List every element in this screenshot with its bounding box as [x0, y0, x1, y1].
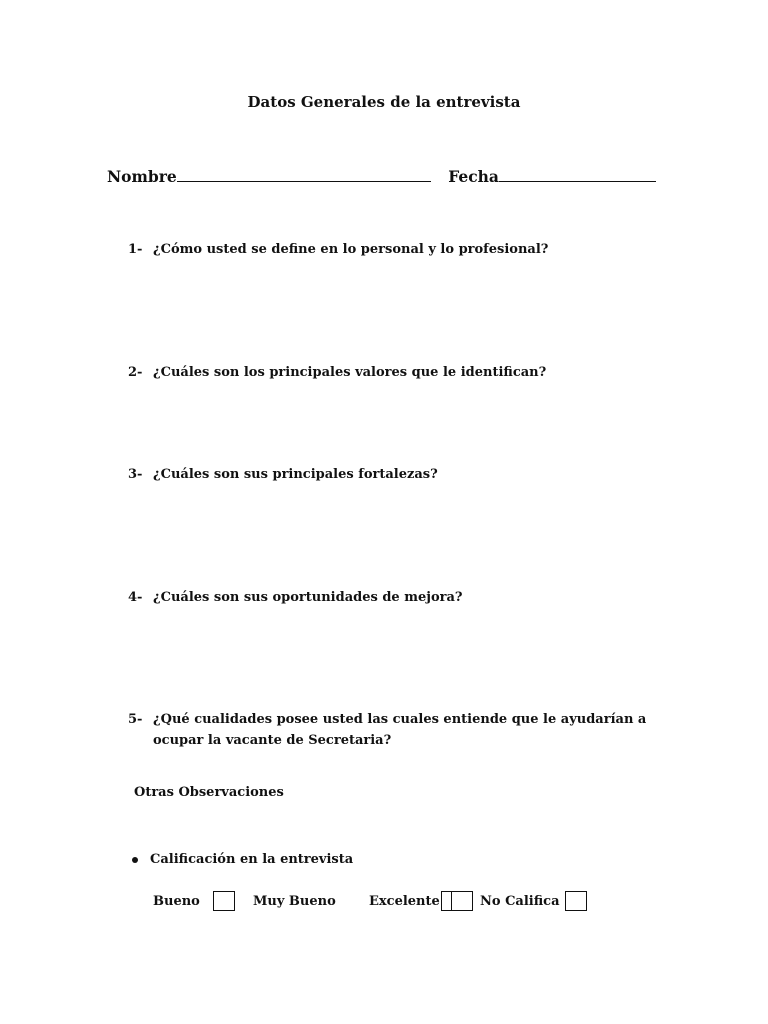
rating-option-bueno	[153, 891, 200, 913]
rating-heading	[132, 852, 353, 867]
name-date-row	[107, 167, 656, 186]
bullet-icon	[132, 857, 138, 863]
rating-option-excelente	[369, 891, 440, 913]
question-1	[128, 239, 658, 260]
rating-option-label: Muy Bueno	[253, 894, 336, 909]
rating-option-label: Excelente	[369, 894, 440, 909]
rating-option-label: Bueno	[153, 894, 200, 909]
observations-label: Otras Observaciones	[134, 785, 284, 800]
date-label: Fecha	[448, 167, 499, 186]
checkbox-bueno[interactable]	[213, 891, 235, 911]
rating-heading-label: Calificación en la entrevista	[150, 852, 354, 867]
question-number: 5-	[128, 712, 143, 727]
question-number: 2-	[128, 365, 143, 380]
checkbox-excelente[interactable]	[451, 891, 473, 911]
rating-option-no-califica	[480, 891, 560, 913]
date-field[interactable]	[499, 167, 656, 182]
checkbox-no-califica[interactable]	[565, 891, 587, 911]
question-2	[128, 362, 658, 383]
question-text: ¿Cuáles son sus principales fortalezas?	[153, 467, 438, 482]
rating-option-label: No Califica	[480, 894, 560, 909]
name-field[interactable]	[177, 167, 431, 182]
page-title: Datos Generales de la entrevista	[247, 93, 521, 111]
question-text: ¿Cuáles son los principales valores que le identifican?	[153, 365, 547, 380]
question-text: ¿Cuáles son sus oportunidades de mejora?	[153, 590, 463, 605]
question-3	[128, 464, 658, 485]
question-5	[128, 709, 648, 751]
question-text: ¿Qué cualidades posee usted las cuales entiende que le ayudarían a ocupar la vacante de Secretaria?	[153, 712, 647, 748]
question-text: ¿Cómo usted se define en lo personal y lo profesional?	[153, 242, 549, 257]
rating-option-muy-bueno	[253, 891, 336, 913]
question-number: 1-	[128, 242, 143, 257]
question-4	[128, 587, 658, 608]
question-number: 4-	[128, 590, 143, 605]
question-number: 3-	[128, 467, 143, 482]
name-label: Nombre	[107, 167, 177, 186]
